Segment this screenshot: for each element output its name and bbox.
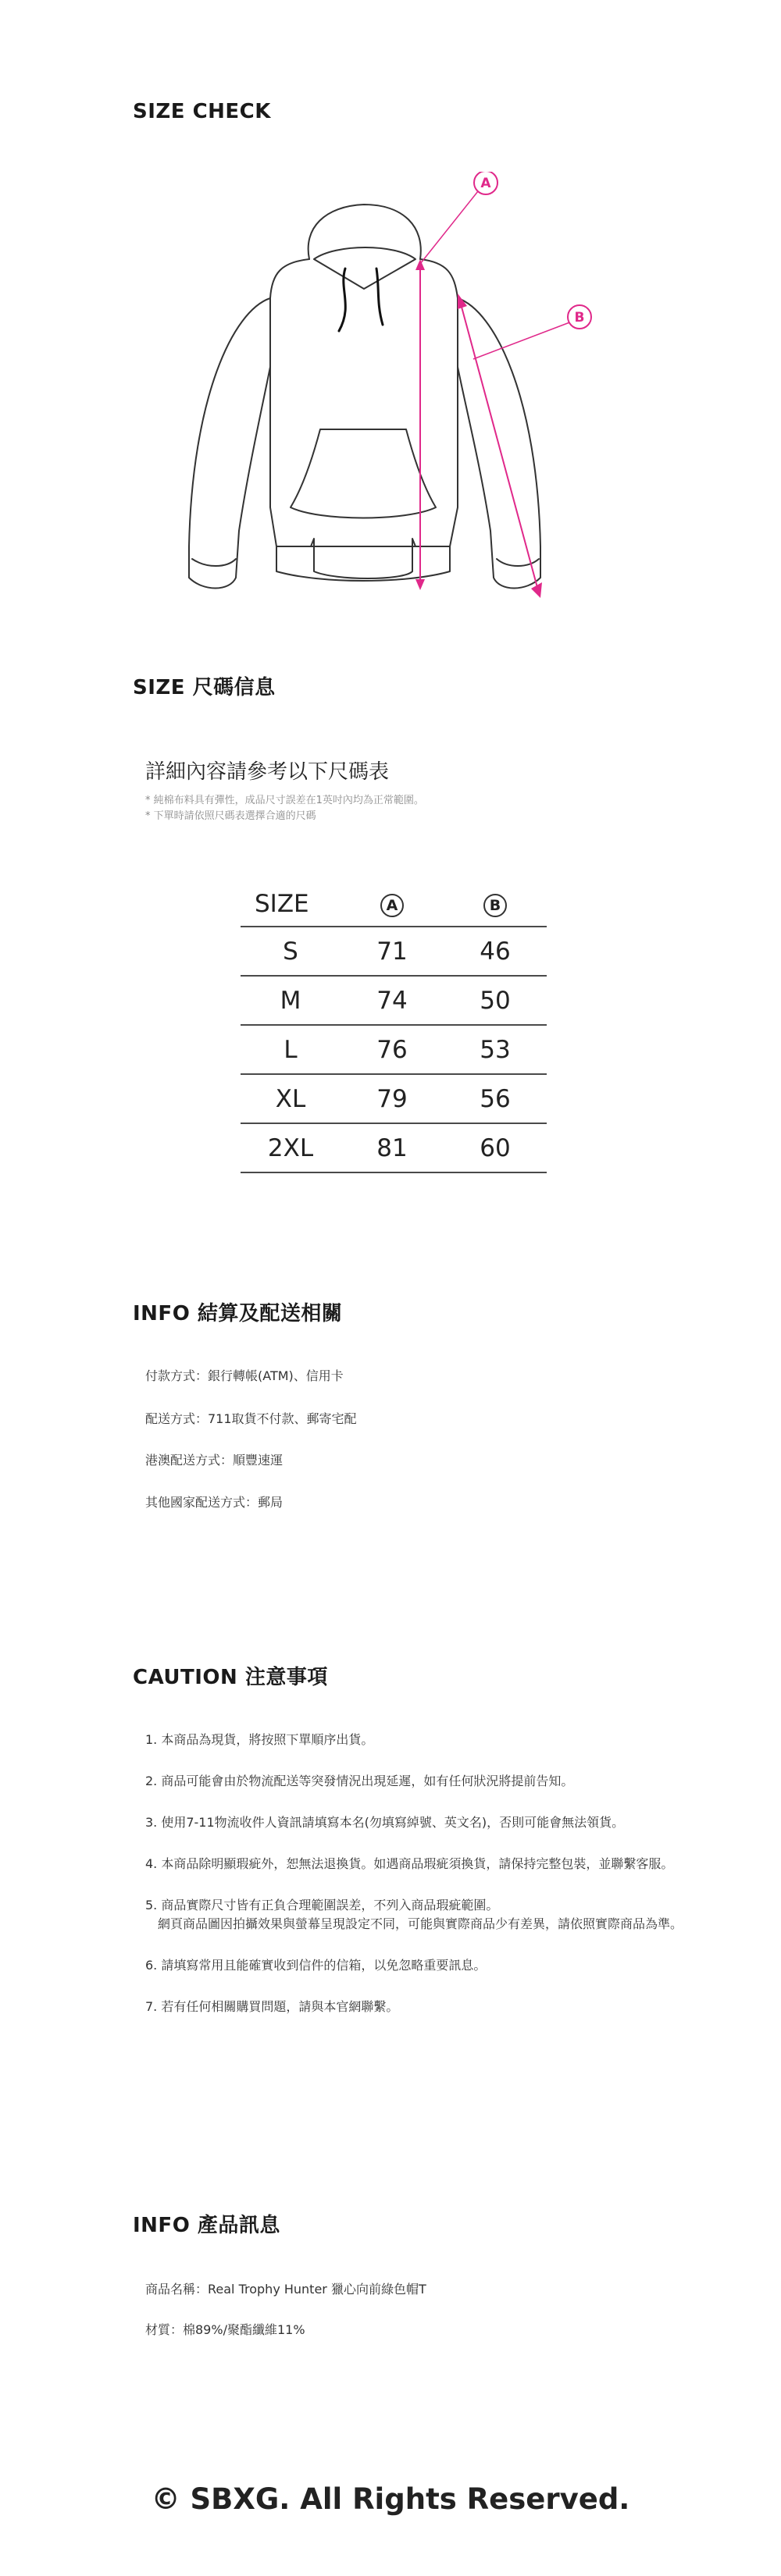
caution-item: 6. 請填寫常用且能確實收到信件的信箱，以免忽略重要訊息。 <box>145 1958 487 1973</box>
drawstring-right <box>376 269 383 325</box>
caution-item: 2. 商品可能會由於物流配送等突發情況出現延遲，如有任何狀況將提前告知。 <box>145 1774 574 1788</box>
header-b <box>444 882 547 927</box>
copyright-footer: © SBXG. All Rights Reserved. <box>151 2482 630 2516</box>
caution-item: 3. 使用7-11物流收件人資訊請填寫本名(勿填寫綽號、英文名)，否則可能會無法領貨。 <box>145 1815 625 1830</box>
size-cell: 2XL <box>241 1123 341 1172</box>
measurement-b <box>458 294 591 598</box>
hem-rib <box>276 546 450 581</box>
international-shipping: 其他國家配送方式：郵局 <box>145 1495 284 1510</box>
body-left-outline <box>270 259 458 578</box>
size-table-row <box>241 927 547 976</box>
size-table-row <box>241 1074 547 1123</box>
product-name: 商品名稱：Real Trophy Hunter 獵心向前綠色帽T <box>145 2282 426 2297</box>
kangaroo-pocket <box>291 429 436 518</box>
measurement-a <box>415 172 497 590</box>
size-note: * 純棉布料具有彈性，成品尺寸誤差在1英吋內均為正常範圍。 <box>145 795 424 806</box>
size-table <box>241 882 547 1173</box>
left-sleeve <box>189 298 270 589</box>
measure-a-cell: 71 <box>341 927 444 976</box>
measure-b-cell: 50 <box>444 976 547 1025</box>
shipping-method: 配送方式：711取貨不付款、郵寄宅配 <box>145 1411 357 1426</box>
measure-a-cell: 81 <box>341 1123 444 1172</box>
hoodie-measurement-diagram <box>172 172 609 617</box>
payment-info-title: INFO 結算及配送相關 <box>133 1302 343 1325</box>
marker-a-label: A <box>480 176 491 191</box>
size-cell: M <box>241 976 341 1025</box>
size-cell: S <box>241 927 341 976</box>
header-size: SIZE <box>241 882 341 927</box>
product-material: 材質：棉89%/聚酯纖維11% <box>145 2322 305 2337</box>
size-cell: XL <box>241 1074 341 1123</box>
measure-a-cell: 79 <box>341 1074 444 1123</box>
measure-b-cell: 56 <box>444 1074 547 1123</box>
caution-item: 7. 若有任何相關購買問題，請與本官網聯繫。 <box>145 1999 399 2014</box>
caution-item: 1. 本商品為現貨，將按照下單順序出貨。 <box>145 1732 374 1747</box>
caution-item: 4. 本商品除明顯瑕疵外，恕無法退換貨。如遇商品瑕疵須換貨，請保持完整包裝，並聯繫客服。 <box>145 1856 674 1871</box>
measure-b-cell: 46 <box>444 927 547 976</box>
caution-title: CAUTION 注意事項 <box>133 1666 328 1689</box>
size-check-title: SIZE CHECK <box>133 100 271 123</box>
size-table-header <box>241 882 547 927</box>
size-table-body <box>241 927 547 1172</box>
measure-b-cell: 53 <box>444 1025 547 1074</box>
hood-outline <box>308 205 421 259</box>
size-table-row <box>241 976 547 1025</box>
marker-b-label: B <box>574 310 585 326</box>
measure-b-cell: 60 <box>444 1123 547 1172</box>
size-note: * 下單時請依照尺碼表選擇合適的尺碼 <box>145 810 316 822</box>
drawstring-left <box>339 269 345 331</box>
caution-item-continued: 網頁商品圖因拍攝效果與螢幕呈現設定不同，可能與實際商品少有差異，請依照實際商品為準。 <box>158 1916 683 1931</box>
product-info-title: INFO 產品訊息 <box>133 2214 280 2237</box>
size-info-title: SIZE 尺碼信息 <box>133 676 276 699</box>
size-table-row <box>241 1025 547 1074</box>
measure-a-cell: 76 <box>341 1025 444 1074</box>
payment-method: 付款方式：銀行轉帳(ATM)、信用卡 <box>145 1368 344 1383</box>
caution-list <box>145 1731 723 2016</box>
hk-macau-shipping: 港澳配送方式：順豐速運 <box>145 1453 284 1468</box>
size-table-row <box>241 1123 547 1172</box>
header-a <box>341 882 444 927</box>
hood-opening <box>314 247 415 289</box>
size-notes <box>145 793 424 824</box>
caution-item: 5. 商品實際尺寸皆有正負合理範圍誤差，不列入商品瑕疵範圍。 <box>145 1898 499 1912</box>
size-cell: L <box>241 1025 341 1074</box>
circled-b-icon: B <box>483 894 507 917</box>
circled-a-icon: A <box>380 894 404 917</box>
size-subheading: 詳細內容請參考以下尺碼表 <box>145 760 390 784</box>
measure-a-cell: 74 <box>341 976 444 1025</box>
